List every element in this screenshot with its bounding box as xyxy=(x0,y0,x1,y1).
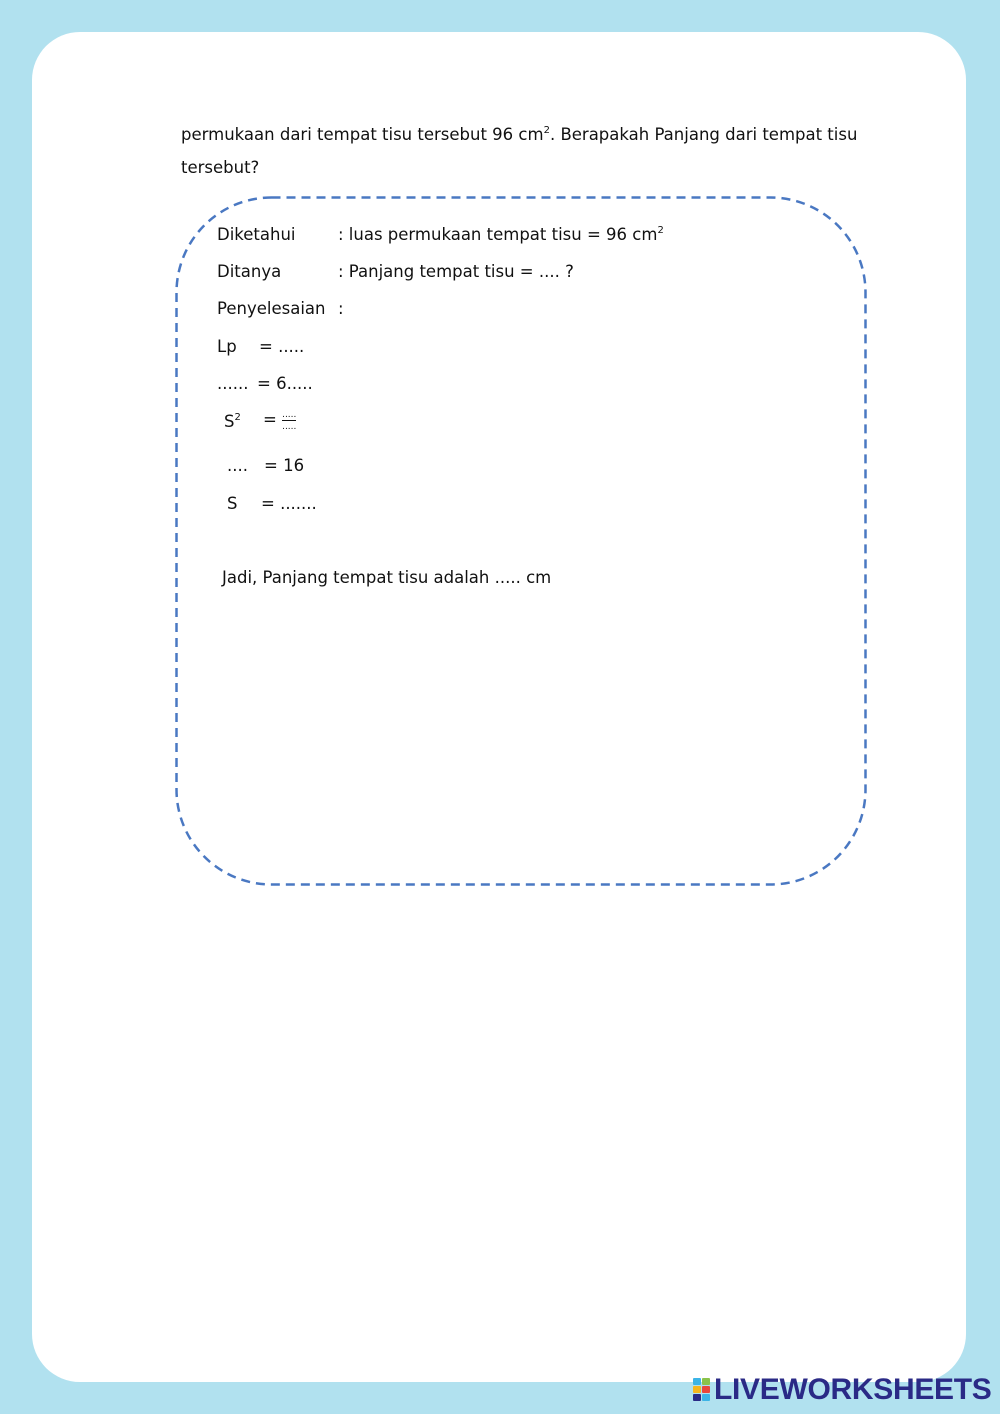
step-4-right: = 16 xyxy=(264,456,305,475)
step-4-left: .... xyxy=(227,456,248,475)
penyelesaian-colon: : xyxy=(338,299,344,318)
step-1-right: = ..... xyxy=(259,337,305,356)
step-2-right: = 6..... xyxy=(257,374,313,393)
diketahui-value: : luas permukaan tempat tisu = 96 $cm^2$ xyxy=(338,225,664,244)
step-2-left: ...... xyxy=(217,374,249,393)
ditanya-value: : Panjang tempat tisu = .... ? xyxy=(338,262,574,281)
step-3-right: = $\frac{.....}{.....}$ xyxy=(263,409,297,432)
step-5-right: = ....... xyxy=(261,494,317,513)
question-line-2: tersebut? xyxy=(181,158,260,177)
step-1-left: Lp xyxy=(217,337,237,356)
liveworksheets-logo xyxy=(693,1374,992,1406)
step-3-left: $S^2$ xyxy=(224,412,241,431)
question-line-1: permukaan dari tempat tisu tersebut 96 $cm^2$. Berapakah Panjang dari tempat tisu xyxy=(181,125,858,144)
step-3-fraction: $\frac{.....}{.....}$ xyxy=(282,409,297,432)
step-5-left: S xyxy=(227,494,238,513)
logo-text: LIVEWORKSHEETS xyxy=(714,1373,992,1406)
diketahui-label: Diketahui xyxy=(217,225,296,244)
answer-box xyxy=(175,196,867,886)
question-text xyxy=(181,118,891,184)
logo-blocks-icon xyxy=(693,1378,711,1402)
penyelesaian-label: Penyelesaian xyxy=(217,299,326,318)
ditanya-label: Ditanya xyxy=(217,262,282,281)
conclusion: Jadi, Panjang tempat tisu adalah ..... cm xyxy=(222,568,552,587)
